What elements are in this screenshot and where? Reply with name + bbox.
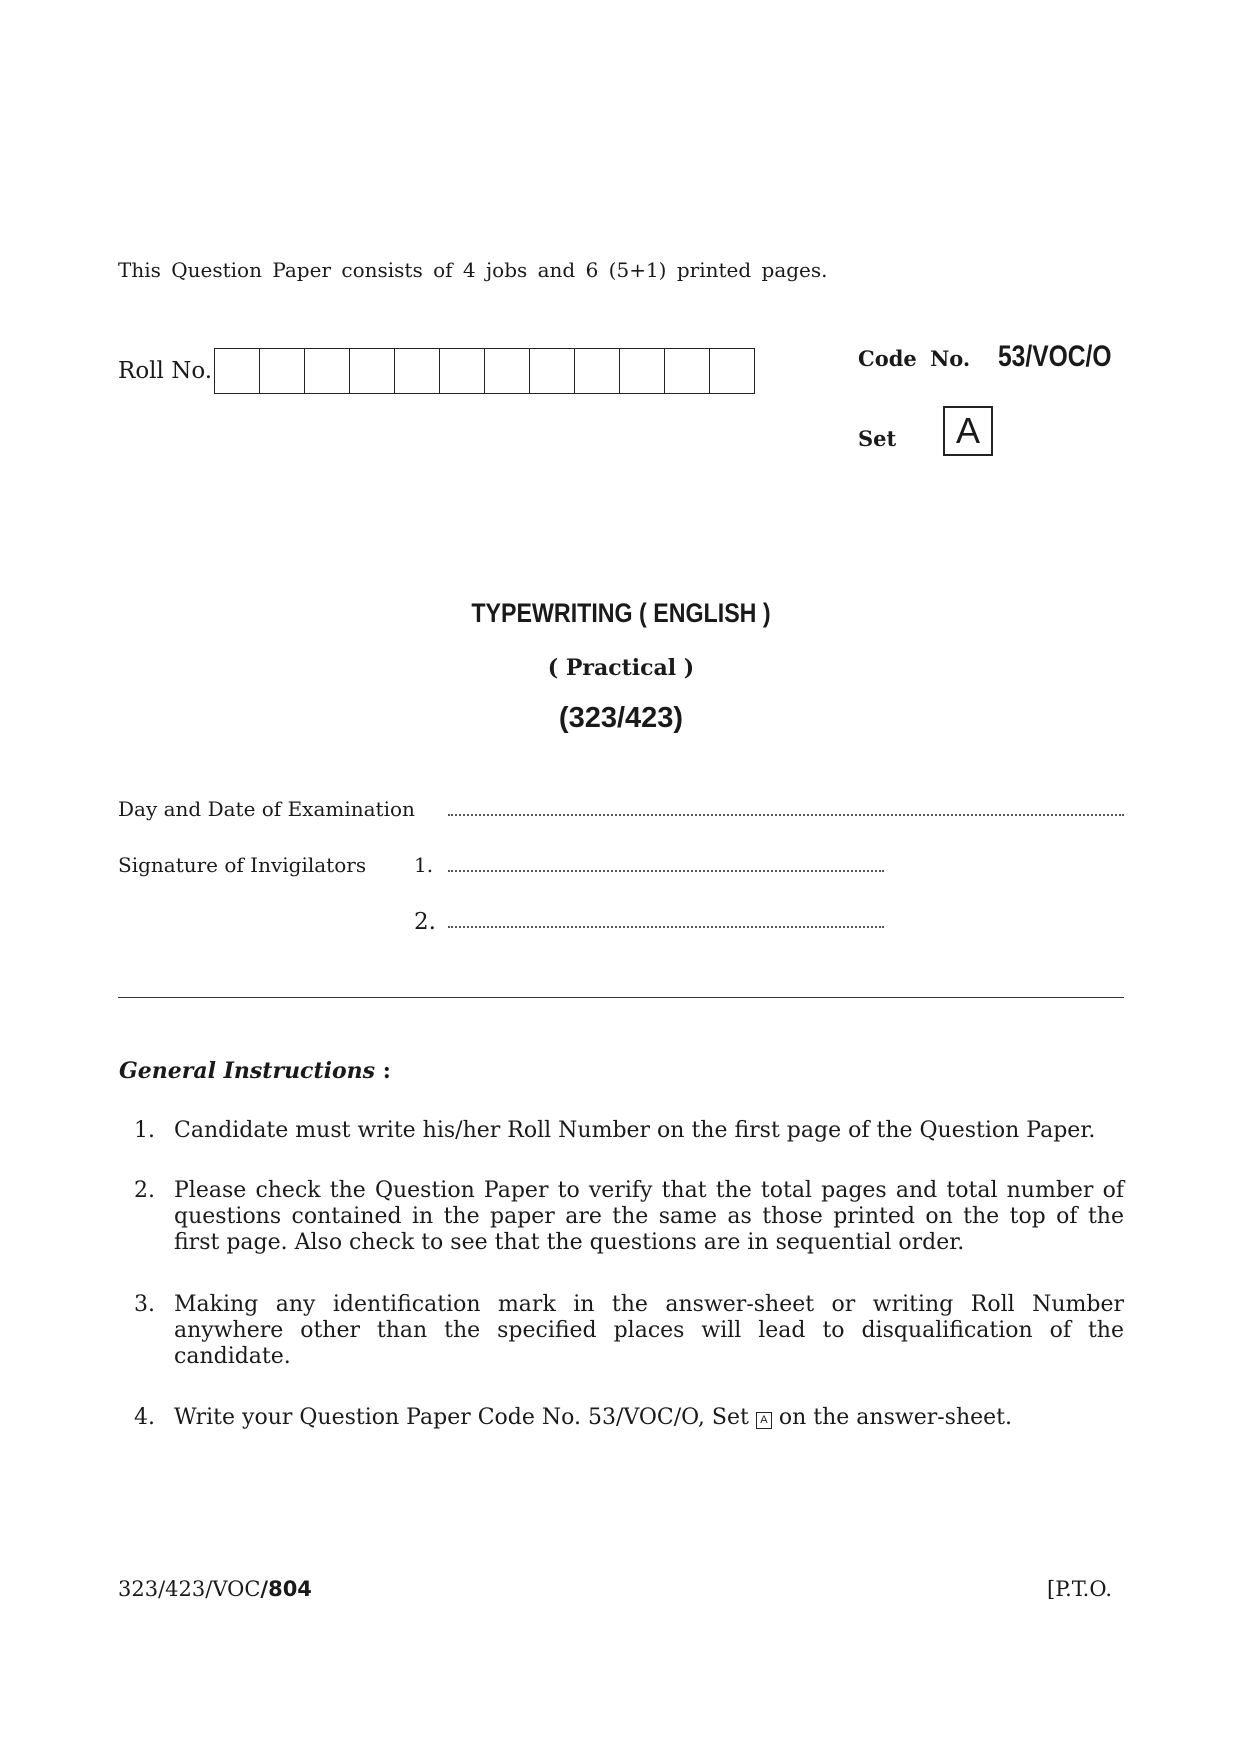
- roll-number-digit-box[interactable]: [575, 349, 620, 393]
- footer-pto: [P.T.O.: [1047, 1577, 1112, 1601]
- signature-number-2: 2.: [414, 909, 436, 935]
- exam-date-label: Day and Date of Examination: [118, 797, 415, 821]
- divider: [118, 997, 1124, 998]
- code-number-value: 53/VOC/O: [998, 340, 1112, 373]
- roll-number-boxes[interactable]: [214, 348, 755, 394]
- instruction-text: Making any identification mark in the answer-sheet or writing Roll Number anywhere other than the specified places will lead to disqualification of the candidate.: [174, 1292, 1124, 1369]
- instruction-item: [124, 1178, 1124, 1256]
- instruction-number: 4.: [134, 1405, 155, 1430]
- set-value-box: A: [943, 406, 993, 456]
- footer-paper-code: [118, 1577, 312, 1601]
- signature-number-1: 1.: [414, 853, 434, 877]
- instruction-text: Please check the Question Paper to verify that the total pages and total number of questions contained in the paper are the same as those printed on the top of the first page. Also check to see that the questions are in sequential order.: [174, 1178, 1124, 1255]
- invigilator-signature-label: Signature of Invigilators: [118, 853, 367, 877]
- signature-field-1[interactable]: [448, 868, 884, 872]
- roll-number-digit-box[interactable]: [710, 349, 754, 393]
- instruction-text: [174, 1405, 1124, 1431]
- set-label: Set: [858, 426, 897, 451]
- roll-number-digit-box[interactable]: [530, 349, 575, 393]
- instruction-text: Candidate must write his/her Roll Number on the first page of the Question Paper.: [174, 1118, 1096, 1143]
- instruction-text-before: Write your Question Paper Code No. 53/VOC/O, Set: [174, 1405, 749, 1430]
- instruction-item: [124, 1405, 1124, 1431]
- instruction-item: [124, 1118, 1124, 1144]
- paper-info: This Question Paper consists of 4 jobs and 6 (5+1) printed pages.: [118, 258, 828, 282]
- paper-subtitle: ( Practical ): [547, 655, 695, 681]
- footer-code-plain: 323/423/VOC: [118, 1577, 261, 1601]
- set-mark-box: A: [756, 1412, 772, 1429]
- subject-code: (323/423): [558, 702, 684, 734]
- roll-number-digit-box[interactable]: [260, 349, 305, 393]
- instruction-number: 1.: [134, 1118, 155, 1143]
- instruction-text-after: on the answer-sheet.: [778, 1405, 1012, 1430]
- roll-number-digit-box[interactable]: [485, 349, 530, 393]
- roll-number-digit-box[interactable]: [620, 349, 665, 393]
- roll-number-digit-box[interactable]: [440, 349, 485, 393]
- footer-code-bold: /804: [260, 1577, 312, 1601]
- paper-title: [0, 598, 1242, 629]
- instructions-heading-colon: :: [382, 1058, 391, 1084]
- roll-number-digit-box[interactable]: [350, 349, 395, 393]
- instruction-number: 2.: [134, 1178, 155, 1203]
- roll-number-digit-box[interactable]: [665, 349, 710, 393]
- instruction-item: [124, 1292, 1124, 1370]
- roll-number-digit-box[interactable]: [215, 349, 260, 393]
- code-number-label: Code No.: [858, 346, 971, 371]
- instruction-number: 3.: [134, 1292, 155, 1317]
- roll-number-digit-box[interactable]: [305, 349, 350, 393]
- instructions-heading: [119, 1058, 391, 1084]
- roll-number-label: Roll No.: [118, 358, 213, 384]
- exam-date-field[interactable]: [448, 812, 1124, 816]
- instructions-heading-text: General Instructions: [119, 1058, 376, 1084]
- signature-field-2[interactable]: [448, 924, 884, 928]
- paper-title-text: TYPEWRITING ( ENGLISH ): [471, 598, 771, 628]
- roll-number-digit-box[interactable]: [395, 349, 440, 393]
